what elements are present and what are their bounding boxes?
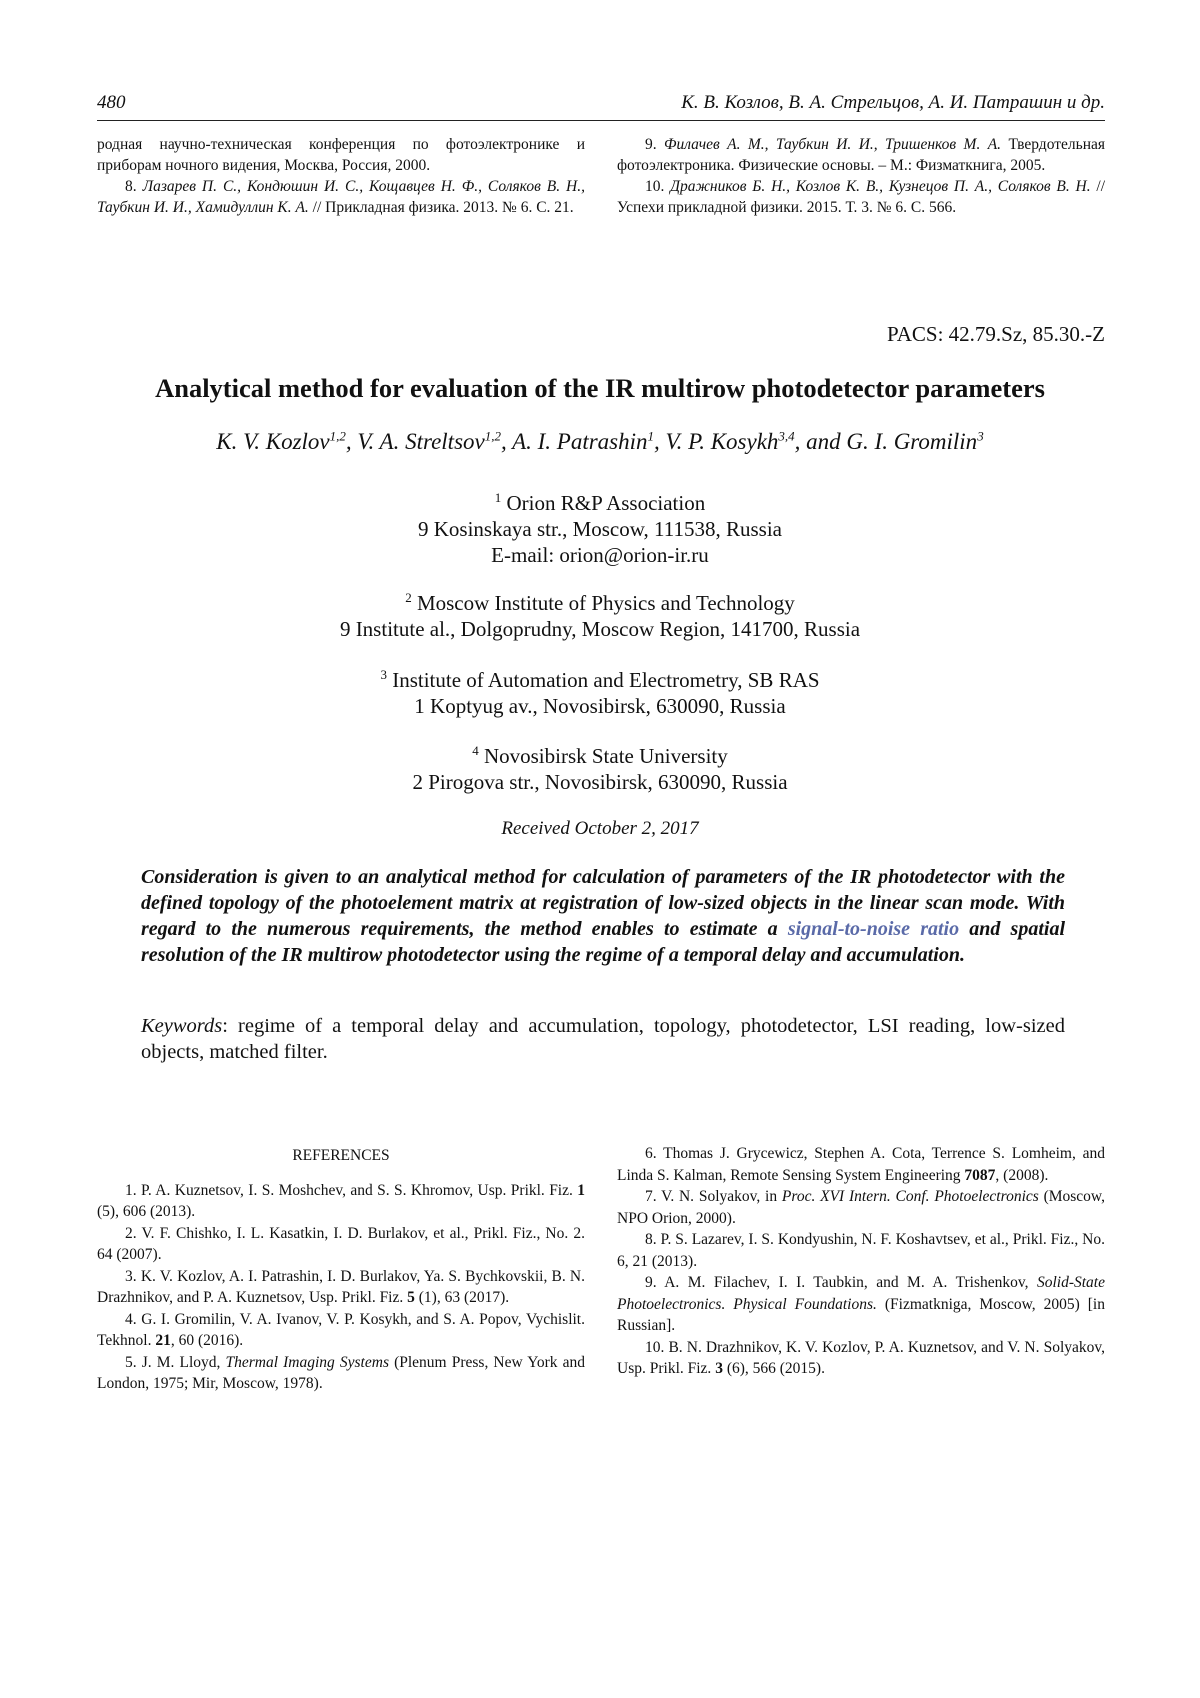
reference-item: 6. Thomas J. Grycewicz, Stephen A. Cota, Terrence S. Lomheim, and Linda S. Kalman, Remote Sensing System Engineering 7087, (2008).: [617, 1145, 1105, 1184]
reference-item: 8. P. S. Lazarev, I. S. Kondyushin, N. F. Koshavtsev, et al., Prikl. Fiz., No. 6, 21 (2013).: [617, 1231, 1105, 1270]
reference-item: 3. K. V. Kozlov, A. I. Patrashin, I. D. Burlakov, Ya. S. Bychkovskii, B. N. Drazhnikov, and P. A. Kuznetsov, Usp. Prikl. Fiz. 5 (1), 63 (2017).: [97, 1267, 585, 1306]
affiliation-3: $^3$ Institute of Automation and Electrometry, SB RAS 1 Koptyug av., Novosibirsk, 630090, Russia: [0, 667, 1200, 719]
russian-reference-9: 9. Филачев А. М., Таубкин И. И., Тришенков М. А. Твердотельная фотоэлектроника. Физические основы. – М.: Физматкнига, 2005.: [617, 136, 1105, 174]
russian-reference-8: 8. Лазарев П. С., Кондюшин И. С., Кощавцев Н. Ф., Соляков В. Н., Таубкин И. И., Хамидуллин К. А. // Прикладная физика. 2013. № 6. С. 21.: [97, 178, 586, 216]
reference-item: 2. V. F. Chishko, I. L. Kasatkin, I. D. Burlakov, et al., Prikl. Fiz., No. 2. 64 (2007).: [97, 1224, 585, 1263]
keywords-label: Keywords: [141, 1015, 223, 1037]
reference-item: 5. J. M. Lloyd, Thermal Imaging Systems (Plenum Press, New York and London, 1975; Mir, Moscow, 1978).: [97, 1353, 585, 1392]
article-title: Analytical method for evaluation of the IR multirow photodetector parameters: [155, 373, 1045, 403]
references-heading: REFERENCES: [292, 1147, 390, 1164]
author: V. A. Streltsov: [357, 429, 485, 454]
author: A. I. Patrashin: [512, 429, 648, 454]
russian-references-left: [97, 134, 585, 218]
abstract: Consideration is given to an analytical method for calculation of parameters of the IR photodetector with the defined topology of the photoelement matrix at registration of low-sized objects in the linear scan mode. With regard to the numerous requirements, the method enables to estimate a signal-to-noise ratio and spatial resolution of the IR multirow photodetector using the regime of a temporal delay and accumulation.: [141, 866, 1066, 966]
affiliation-address: 2 Pirogova str., Novosibirsk, 630090, Russia: [412, 770, 788, 794]
affiliation-name: Orion R&P Association: [506, 491, 706, 515]
author-list: K. V. Kozlov$^{1,2}$, V. A. Streltsov$^{1,2}$, A. I. Patrashin$^1$, V. P. Kosykh$^{3,4}$, and G. I. Gromilin$^3$: [216, 428, 984, 454]
highlighted-term: signal-to-noise ratio: [787, 918, 960, 940]
reference-item: 9. A. M. Filachev, I. I. Taubkin, and M. A. Trishenkov, Solid-State Photoelectronics. Physical Foundations. (Fizmatkniga, Moscow, 2005) [in Russian].: [617, 1274, 1105, 1334]
author: V. P. Kosykh: [665, 429, 779, 454]
affiliation-4: $^4$ Novosibirsk State University 2 Pirogova str., Novosibirsk, 630090, Russia: [0, 743, 1200, 795]
reference-item: 7. V. N. Solyakov, in Proc. XVI Intern. Conf. Photoelectronics (Moscow, NPO Orion, 2000).: [617, 1188, 1105, 1227]
affiliation-name: Novosibirsk State University: [483, 744, 728, 768]
reference-continuation: родная научно-техническая конференция по фотоэлектронике и приборам ночного видения, Москва, Россия, 2000.: [97, 136, 585, 174]
reference-item: 4. G. I. Gromilin, V. A. Ivanov, V. P. Kosykh, and S. A. Popov, Vychislit. Tekhnol. 21, 60 (2016).: [97, 1310, 585, 1349]
affiliation-name: Moscow Institute of Physics and Technology: [416, 591, 795, 615]
affiliation-address: 1 Koptyug av., Novosibirsk, 630090, Russia: [414, 694, 786, 718]
pacs-codes: PACS: 42.79.Sz, 85.30.-Z: [886, 322, 1105, 346]
reference-item: 1. P. A. Kuznetsov, I. S. Moshchev, and S. S. Khromov, Usp. Prikl. Fiz. 1 (5), 606 (2013).: [97, 1181, 585, 1220]
references-left-column: [97, 1145, 585, 1395]
affiliation-name: Institute of Automation and Electrometry, SB RAS: [392, 668, 820, 692]
affiliation-2: $^2$ Moscow Institute of Physics and Technology 9 Institute al., Dolgoprudny, Moscow Region, 141700, Russia: [0, 590, 1200, 642]
russian-references-right: [617, 134, 1105, 218]
references-right-column: [617, 1143, 1105, 1380]
author: K. V. Kozlov: [216, 429, 330, 454]
received-date: Received October 2, 2017: [501, 818, 699, 839]
page-header: [97, 92, 1105, 121]
affiliation-email: E-mail: orion@orion-ir.ru: [491, 543, 709, 567]
keywords: Keywords: regime of a temporal delay and accumulation, topology, photodetector, LSI reading, low-sized objects, matched filter.: [141, 1015, 1065, 1063]
running-title: К. В. Козлов, В. А. Стрельцов, А. И. Патрашин и др.: [681, 92, 1105, 113]
affiliation-address: 9 Kosinskaya str., Moscow, 111538, Russia: [418, 517, 782, 541]
affiliation-address: 9 Institute al., Dolgoprudny, Moscow Region, 141700, Russia: [339, 617, 861, 641]
affiliation-1: $^1$ Orion R&P Association 9 Kosinskaya str., Moscow, 111538, Russia E-mail: orion@orion-ir.ru: [0, 490, 1200, 568]
author: G. I. Gromilin: [846, 429, 978, 454]
reference-item: 10. B. N. Drazhnikov, K. V. Kozlov, P. A. Kuznetsov, and V. N. Solyakov, Usp. Prikl. Fiz. 3 (6), 566 (2015).: [617, 1338, 1105, 1377]
page-number: 480: [97, 92, 126, 113]
russian-reference-10: 10. Дражников Б. Н., Козлов К. В., Кузнецов П. А., Соляков В. Н. // Успехи прикладной физики. 2015. Т. 3. № 6. С. 566.: [617, 178, 1106, 216]
